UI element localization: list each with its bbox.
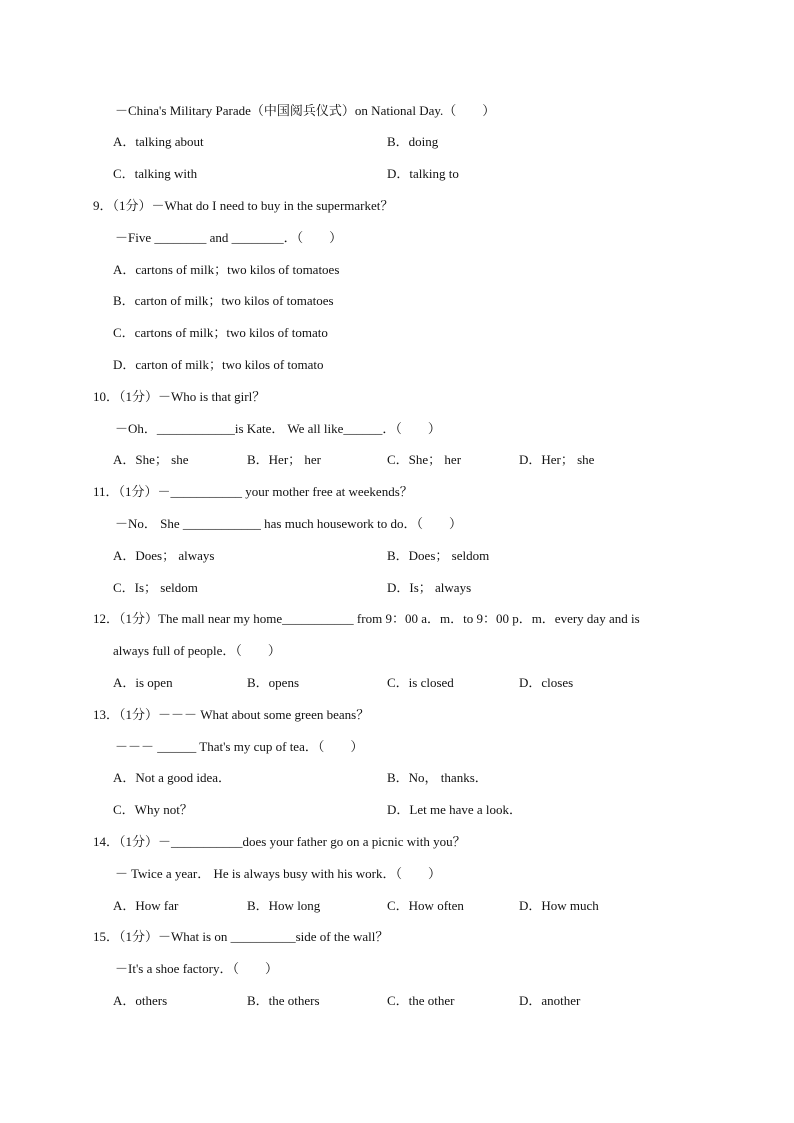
q9-answer-line: －Five ________ and ________．（ ） xyxy=(115,230,343,245)
q8-option-d[interactable]: D．talking to xyxy=(387,166,459,181)
q8-option-b[interactable]: B．doing xyxy=(387,134,439,149)
q12-option-c[interactable]: C．is closed xyxy=(387,675,454,690)
q10-option-b[interactable]: B．Her； her xyxy=(247,452,322,467)
q14-option-d[interactable]: D．How much xyxy=(519,898,599,913)
q11-option-a[interactable]: A．Does； always xyxy=(113,548,215,563)
q12-option-b[interactable]: B．opens xyxy=(247,675,300,690)
q15-option-a[interactable]: A．others xyxy=(113,993,168,1008)
q9-option-d[interactable]: D．carton of milk；two kilos of tomato xyxy=(113,357,324,372)
q10-question: 10．（1分）－Who is that girl？ xyxy=(93,389,266,404)
q11-option-b[interactable]: B．Does； seldom xyxy=(387,548,490,563)
q10-option-a[interactable]: A．She； she xyxy=(113,452,189,467)
q12-question: 12．（1分）The mall near my home___________ from 9：00 a．m．to 9：00 p．m．every day and is xyxy=(93,611,640,626)
q12-option-d[interactable]: D．closes xyxy=(519,675,574,690)
q11-option-d[interactable]: D．Is； always xyxy=(387,580,472,595)
q15-option-c[interactable]: C．the other xyxy=(387,993,455,1008)
q14-option-a[interactable]: A．How far xyxy=(113,898,179,913)
q15-question: 15．（1分）－What is on __________side of the wall？ xyxy=(93,929,389,944)
q9-option-b[interactable]: B．carton of milk；two kilos of tomatoes xyxy=(113,293,334,308)
q11-question: 11．（1分）－___________ your mother free at weekends？ xyxy=(93,484,413,499)
q13-option-b[interactable]: B．No， thanks． xyxy=(387,770,488,785)
q12-option-a[interactable]: A．is open xyxy=(113,675,173,690)
q15-option-b[interactable]: B．the others xyxy=(247,993,320,1008)
q13-option-c[interactable]: C．Why not？ xyxy=(113,802,193,817)
q15-option-d[interactable]: D．another xyxy=(519,993,581,1008)
q9-question: 9．（1分）－What do I need to buy in the supermarket？ xyxy=(93,198,394,213)
q9-option-a[interactable]: A．cartons of milk；two kilos of tomatoes xyxy=(113,262,340,277)
q8-option-c[interactable]: C．talking with xyxy=(113,166,198,181)
q13-answer-line: －－－ ______ That's my cup of tea．（ ） xyxy=(115,739,364,754)
q11-option-c[interactable]: C．Is； seldom xyxy=(113,580,198,595)
q14-question: 14．（1分）－___________does your father go on a picnic with you？ xyxy=(93,834,466,849)
q14-option-c[interactable]: C．How often xyxy=(387,898,464,913)
q14-option-b[interactable]: B．How long xyxy=(247,898,321,913)
q13-option-a[interactable]: A．Not a good idea． xyxy=(113,770,232,785)
q8-option-a[interactable]: A．talking about xyxy=(113,134,204,149)
q13-option-d[interactable]: D．Let me have a look． xyxy=(387,802,523,817)
q10-answer-line: －Oh．____________is Kate． We all like______．（ ） xyxy=(115,421,441,436)
q15-answer-line: －It's a shoe factory．（ ） xyxy=(115,961,279,976)
q13-question: 13．（1分）－－－ What about some green beans？ xyxy=(93,707,370,722)
q10-option-d[interactable]: D．Her； she xyxy=(519,452,595,467)
q9-option-c[interactable]: C．cartons of milk；two kilos of tomato xyxy=(113,325,328,340)
q11-answer-line: －No． She ____________ has much housework to do．（ ） xyxy=(115,516,463,531)
q12-question-continued: always full of people．（ ） xyxy=(113,643,281,658)
q8-answer-line: －China's Military Parade（中国阅兵仪式）on National Day.（ ） xyxy=(115,103,496,118)
q10-option-c[interactable]: C．She； her xyxy=(387,452,462,467)
q14-answer-line: － Twice a year． He is always busy with his work．（ ） xyxy=(115,866,441,881)
